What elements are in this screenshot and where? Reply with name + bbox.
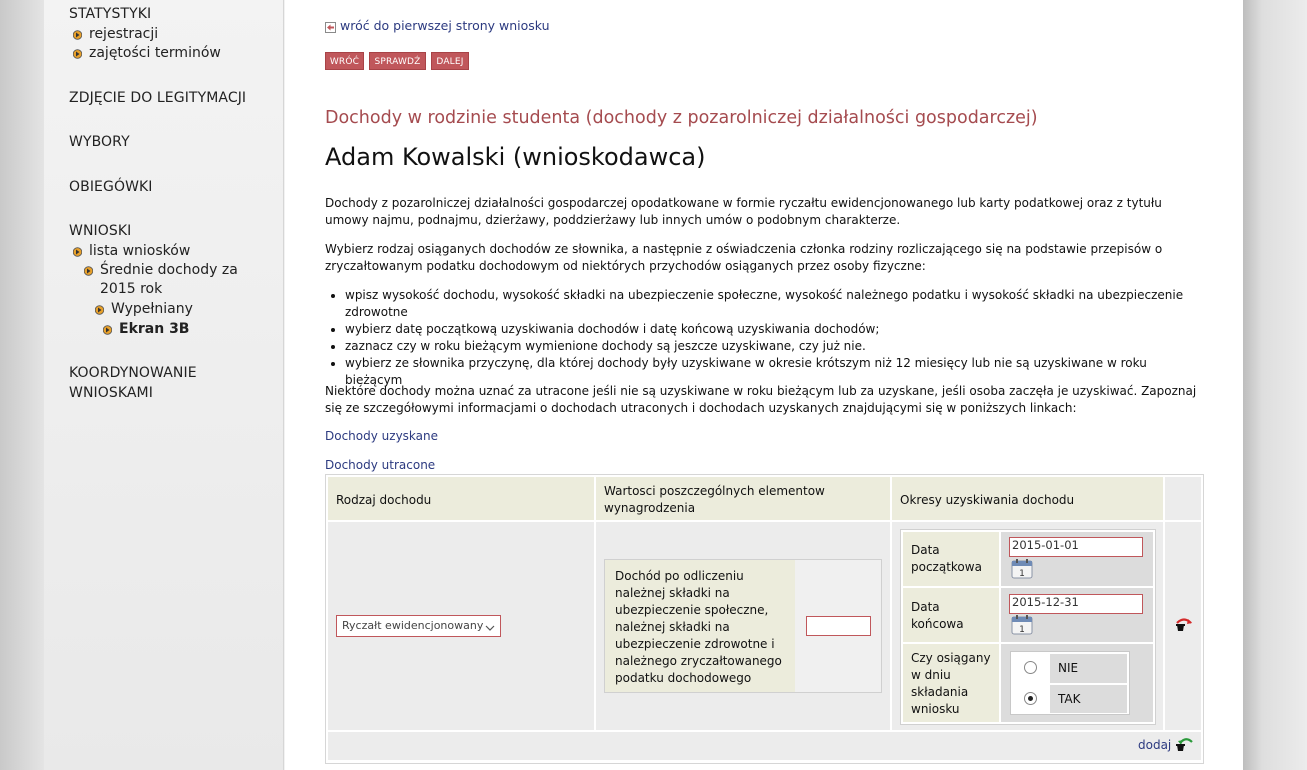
check-button[interactable]: SPRAWDŹ (369, 52, 426, 70)
section-title: Dochody w rodzinie studenta (dochody z pozarolniczej działalności gospodarczej) (325, 108, 1038, 128)
income-value-input[interactable] (806, 616, 871, 636)
add-row-link[interactable]: dodaj (1138, 738, 1172, 752)
description-paragraph-1: Dochody z pozarolniczej działalności gospodarczej opodatkowane w formie ryczałtu ewidencjonowanego lub karty podatkowej oraz z tytułu umowy najmu, podnajmu, dzierżawy, poddzierżawy lub innych umów o podobnym charakterze. (325, 196, 1162, 227)
radio-nie-label: NIE (1058, 661, 1079, 675)
data-poczatkowa-label: Data początkowa (911, 543, 982, 574)
chevron-down-icon (485, 621, 495, 635)
bullet-arrow-icon (73, 247, 82, 257)
instructions-list (325, 287, 1205, 389)
income-value-label: Dochód po odliczeniu należnej składki na ubezpieczenie społeczne, należnej składki na ubezpieczenie zdrowotne i należnego zryczałtowanego podatku dochodowego (615, 569, 782, 685)
radio-nie[interactable] (1024, 661, 1037, 674)
data-koncowa-label: Data końcowa (911, 600, 964, 631)
header-wartosci-label: Wartosci poszczególnych elementow (604, 484, 825, 498)
back-arrow-icon[interactable] (325, 22, 336, 33)
nav-obiegowki[interactable]: OBIEGÓWKI (69, 179, 153, 195)
next-button[interactable]: DALEJ (431, 52, 469, 70)
data-koncowa-input[interactable]: 2015-12-31 (1009, 594, 1143, 614)
data-poczatkowa-input[interactable]: 2015-01-01 (1009, 537, 1143, 557)
back-to-first-page-link[interactable]: wróć do pierwszej strony wniosku (340, 18, 550, 33)
income-type-select-value: Ryczałt ewidencjonowany (342, 619, 484, 632)
header-wartosci-label-line2: wynagrodzenia (604, 501, 696, 515)
czy-osiagany-label: Czy osiągany w dniu składania wniosku (911, 651, 991, 716)
list-item: • zaznacz czy w roku bieżącym wymienione dochody są jeszcze uzyskiwane, czy już nie. (345, 338, 1205, 355)
sidebar (44, 0, 284, 770)
dochody-uzyskane-link[interactable]: Dochody uzyskane (325, 429, 438, 443)
description-paragraph-3: Niektóre dochody można uznać za utracone jeśli nie są uzyskiwane w roku bieżącym lub za uzyskane, jeśli osoba zaczęła je uzyskiwać. Zapoznaj się ze szczegółowymi informacjami o dochodach utraconych i dochodach uzyskanych znajdującymi się w poniższych linkach: (325, 384, 1197, 415)
bullet-arrow-icon (73, 30, 82, 40)
description-paragraph-2: Wybierz rodzaj osiąganych dochodów ze słownika, a następnie z oświadczenia członka rodziny rozliczającego się na podstawie przepisów o zryczałtowanym podatku dochodowym od niektórych przychodów osiąganych przez osoby fizyczne: (325, 242, 1163, 273)
nav-statystyki[interactable]: STATYSTYKI (69, 6, 152, 22)
nav-wnioski[interactable]: WNIOSKI (69, 223, 132, 239)
nav-ekran-3b[interactable]: Ekran 3B (119, 321, 190, 337)
header-okresy-label: Okresy uzyskiwania dochodu (900, 493, 1075, 507)
svg-text:1: 1 (1019, 625, 1025, 635)
nav-rejestracje[interactable]: rejestracji (89, 26, 159, 42)
bullet-arrow-icon (84, 266, 93, 276)
bullet-arrow-icon (73, 49, 82, 59)
svg-text:1: 1 (1019, 569, 1025, 579)
bullet-arrow-icon (95, 305, 104, 315)
income-type-select[interactable] (336, 615, 501, 637)
delete-row-icon[interactable] (1174, 616, 1194, 635)
nav-wypelniany[interactable]: Wypełniany (111, 301, 193, 317)
nav-lista-wnioskow[interactable]: lista wniosków (89, 243, 191, 259)
radio-tak[interactable] (1024, 692, 1037, 705)
nav-zajetosci-terminow[interactable]: zajętości terminów (89, 45, 221, 61)
nav-koordynowanie-line2[interactable]: WNIOSKAMI (69, 385, 153, 401)
dochody-utracone-link[interactable]: Dochody utracone (325, 458, 436, 472)
list-item: • wybierz ze słownika przyczynę, dla której dochody były uzyskiwane w okresie krótszym niż 12 miesięcy lub nie są uzyskiwane w roku bieżącym (345, 355, 1205, 389)
nav-srednie-dochody[interactable]: Średnie dochody za (100, 262, 238, 278)
list-item: • wpisz wysokość dochodu, wysokość składki na ubezpieczenie społeczne, wysokość należnego podatku i wysokość składki na ubezpieczenie zdrowotne (345, 287, 1205, 321)
radio-tak-label: TAK (1058, 692, 1081, 706)
back-button[interactable]: WRÓĆ (325, 52, 364, 70)
bullet-arrow-icon (103, 325, 112, 335)
list-item: • wybierz datę początkową uzyskiwania dochodów i datę końcową uzyskiwania dochodów; (345, 321, 1205, 338)
calendar-icon[interactable] (1011, 615, 1033, 635)
nav-zdjecie-do-legitymacji[interactable]: ZDJĘCIE DO LEGITYMACJI (69, 90, 247, 106)
nav-srednie-dochody-line2[interactable]: 2015 rok (100, 281, 163, 297)
calendar-icon[interactable] (1011, 559, 1033, 579)
nav-wybory[interactable]: WYBORY (69, 134, 130, 150)
add-row-icon[interactable] (1174, 736, 1194, 755)
nav-koordynowanie[interactable]: KOORDYNOWANIE (69, 365, 197, 381)
person-name: Adam Kowalski (wnioskodawca) (325, 143, 706, 171)
header-rodzaj-dochodu-label: Rodzaj dochodu (336, 493, 432, 507)
